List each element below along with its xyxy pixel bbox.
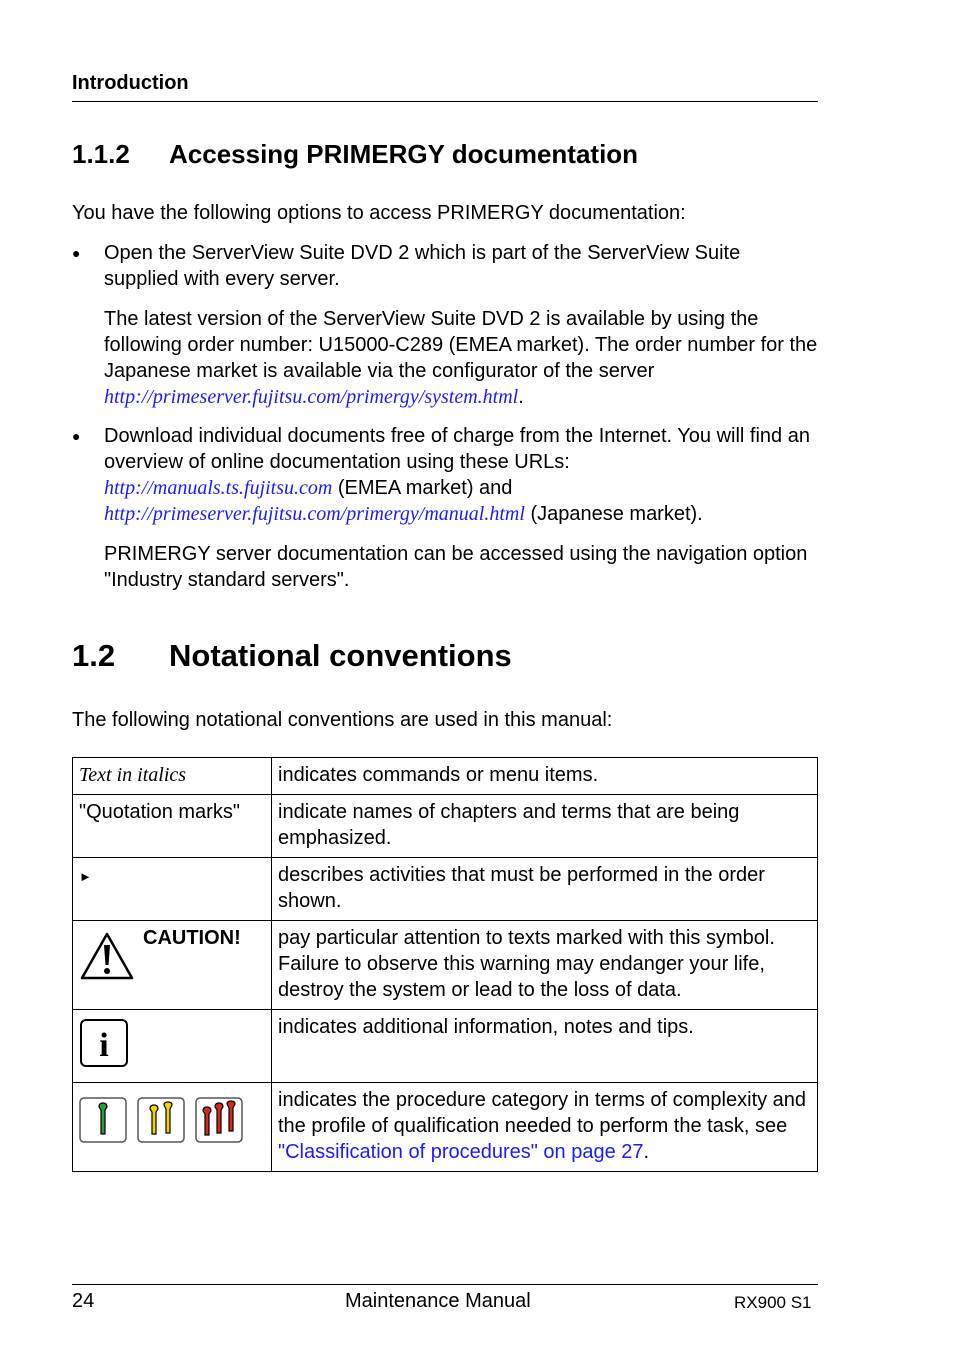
section-title: Notational conventions	[169, 638, 512, 673]
tool-red-icon	[195, 1097, 243, 1143]
table-cell-term: "Quotation marks"	[73, 795, 272, 858]
document-title: Maintenance Manual	[345, 1290, 531, 1312]
table-cell-desc	[272, 1083, 818, 1172]
table-cell-desc: describes activities that must be performed in the order shown.	[272, 858, 818, 921]
bullet-icon: ●	[72, 245, 81, 261]
table-row	[73, 1083, 818, 1172]
table-cell-term	[73, 1010, 272, 1083]
table-cell-term	[73, 1083, 272, 1172]
info-glyph: i	[99, 1027, 109, 1064]
conventions-intro: The following notational conventions are used in this manual:	[72, 709, 613, 731]
bullet-icon: ●	[72, 428, 81, 444]
japanese-market-text: (Japanese market).	[524, 503, 703, 525]
bullet-item-dvd: Open the ServerView Suite DVD 2 which is part of the ServerView Suite supplied with every server.	[104, 242, 741, 290]
table-row	[73, 921, 818, 1010]
section-heading-1-2	[72, 638, 512, 674]
header-rule	[72, 101, 818, 102]
italic-term: Text in italics	[79, 764, 187, 786]
table-cell-term	[73, 921, 272, 1010]
caution-label: CAUTION!	[143, 927, 241, 949]
period: .	[643, 1141, 650, 1163]
complexity-text: indicates the procedure category in terms of complexity and the profile of qualification needed to perform the task, see	[278, 1089, 807, 1137]
section-number: 1.1.2	[72, 139, 130, 169]
tool-green-icon	[79, 1097, 127, 1143]
model-name: RX900 S1	[734, 1293, 812, 1312]
footer-rule	[72, 1284, 818, 1285]
table-row	[73, 858, 818, 921]
section-heading-1-1-2	[72, 139, 638, 170]
section-number: 1.2	[72, 638, 116, 673]
table-row	[73, 758, 818, 795]
classification-link[interactable]: "Classification of procedures" on page 27	[278, 1141, 644, 1163]
emea-market-text: (EMEA market) and	[332, 477, 513, 499]
table-cell-term	[73, 758, 272, 795]
bullet-detail-navigation: PRIMERGY server documentation can be accessed using the navigation option "Industry standard servers".	[104, 543, 808, 591]
running-header: Introduction	[72, 72, 189, 94]
table-row	[73, 1010, 818, 1083]
arrow-icon: ►	[79, 869, 92, 884]
table-cell-term	[73, 858, 272, 921]
manual-html-url-link[interactable]: http://primeserver.fujitsu.com/primergy/manual.html	[104, 503, 525, 525]
order-number-text: The latest version of the ServerView Suite DVD 2 is available by using the following order number: U15000-C289 (EMEA market). The order number for the Japanese market is available via the configurator of the server	[104, 308, 818, 382]
info-icon	[79, 1018, 129, 1068]
system-url-link[interactable]: http://primeserver.fujitsu.com/primergy/system.html	[104, 386, 519, 408]
download-text: Download individual documents free of charge from the Internet. You will find an overview of online documentation using these URLs:	[104, 425, 810, 473]
bullet-detail-order-number	[104, 306, 818, 410]
section-title: Accessing PRIMERGY documentation	[169, 139, 639, 169]
warning-triangle-icon	[79, 931, 135, 981]
conventions-table	[72, 757, 818, 1172]
table-cell-desc: indicates commands or menu items.	[272, 758, 818, 795]
table-row	[73, 795, 818, 858]
manuals-url-link[interactable]: http://manuals.ts.fujitsu.com	[104, 477, 333, 499]
table-cell-desc: indicates additional information, notes and tips.	[272, 1010, 818, 1083]
period: .	[518, 386, 524, 408]
bullet-item-download	[104, 423, 818, 527]
section-intro: You have the following options to access PRIMERGY documentation:	[72, 202, 686, 224]
table-cell-desc: pay particular attention to texts marked with this symbol. Failure to observe this warning may endanger your life, destroy the system or lead to the loss of data.	[272, 921, 818, 1010]
table-cell-desc: indicate names of chapters and terms that are being emphasized.	[272, 795, 818, 858]
page-number: 24	[72, 1290, 95, 1312]
tool-yellow-icon	[137, 1097, 185, 1143]
